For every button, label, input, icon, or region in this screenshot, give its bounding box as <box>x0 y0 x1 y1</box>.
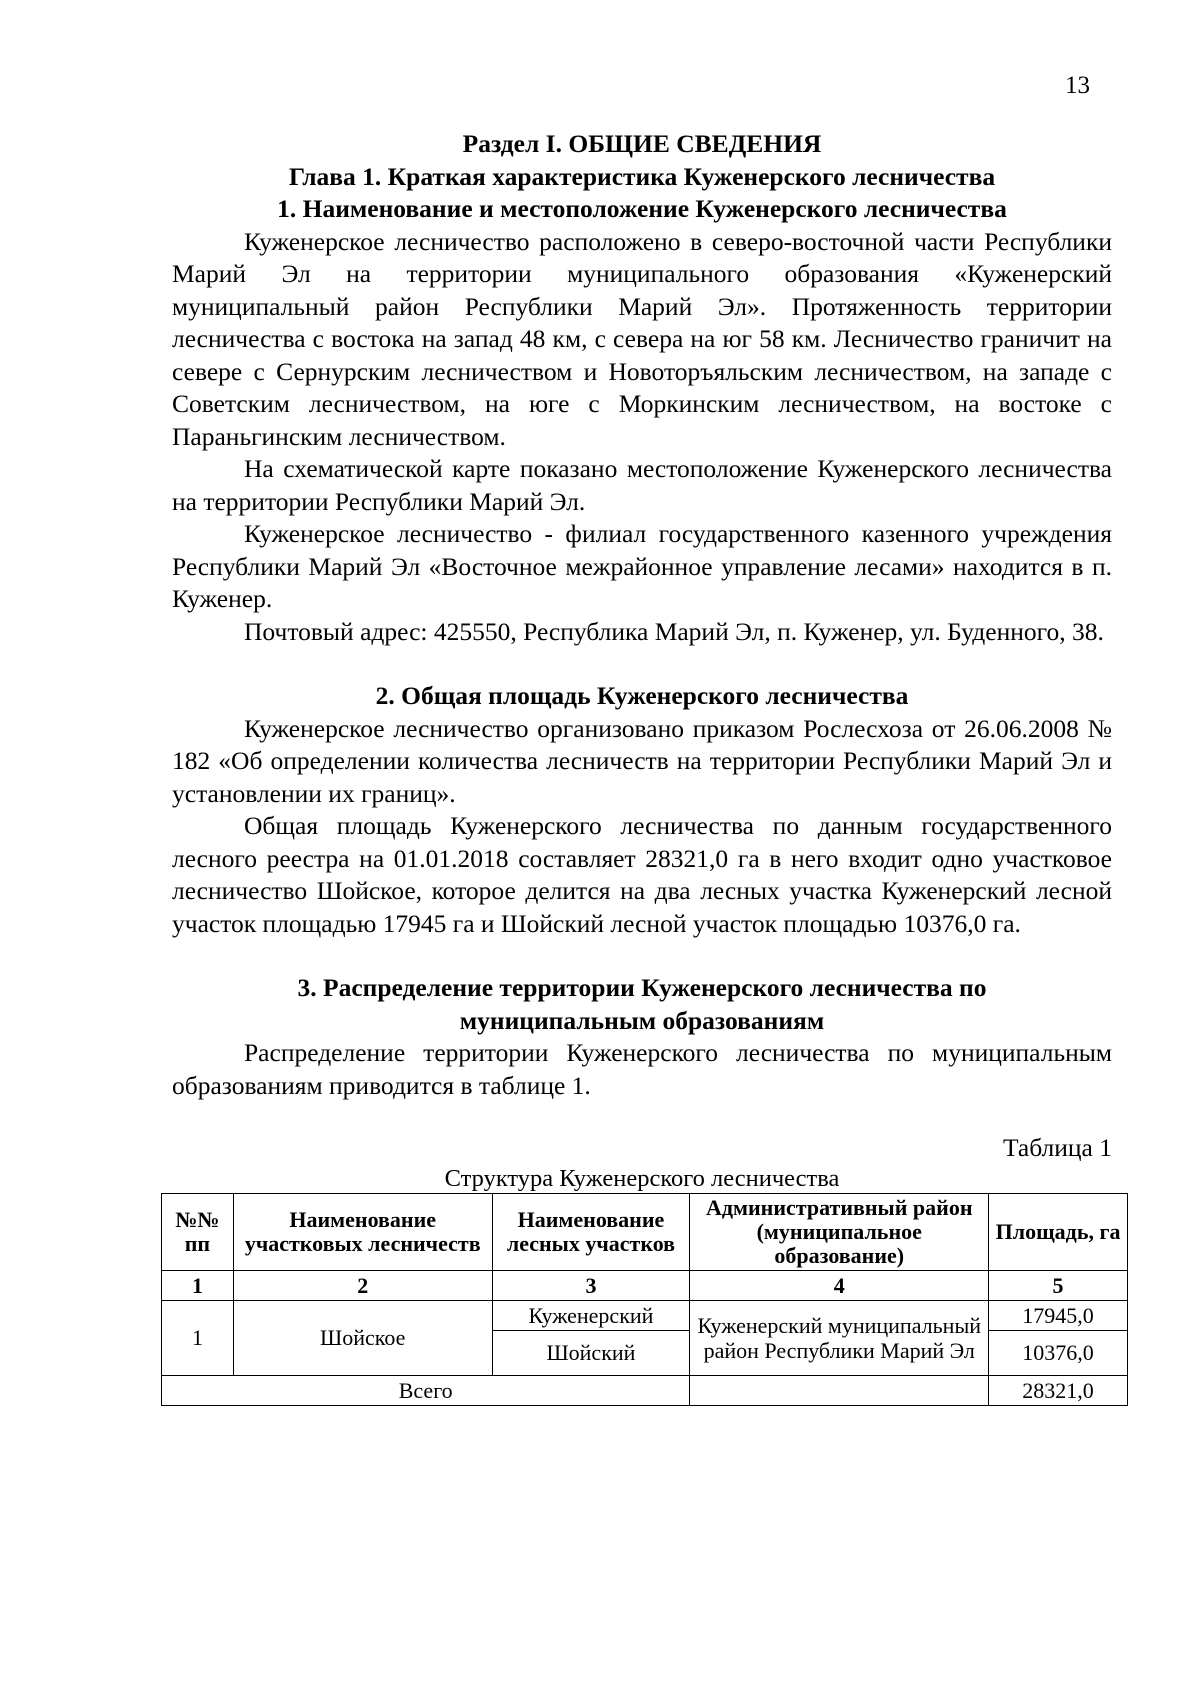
section-2-heading: 2. Общая площадь Куженерского лесничества <box>375 681 909 710</box>
table-row <box>162 1300 1128 1330</box>
total-empty-cell <box>690 1375 989 1405</box>
table-column-index-row <box>162 1270 1128 1300</box>
header-number: №№ пп <box>162 1193 234 1270</box>
column-index: 4 <box>690 1270 989 1300</box>
admin-district-name: Куженерский муниципальный район Республики Марий Эл <box>690 1300 989 1375</box>
section-1-paragraph-1: Куженерское лесничество расположено в северо-восточной части Республики Марий Эл на территории муниципального образования «Куженерский муниципальный район Республики Марий Эл». Протяженность территории лесничества с востока на запад 48 км, с севера на юг 58 км. Лесничество граничит на севере с Сернурским лесничеством и Новоторъяльским лесничеством, на западе с Советским лесничеством, на юге с Моркинским лесничеством, на востоке с Параньгинским лесничеством. <box>172 226 1112 451</box>
document-body <box>172 128 1121 1406</box>
section-1-paragraph-4: Почтовый адрес: 425550, Республика Марий Эл, п. Куженер, ул. Буденного, 38. <box>244 616 1104 646</box>
header-forest-plots: Наименование лесных участков <box>492 1193 690 1270</box>
table-total-row <box>162 1375 1128 1405</box>
header-admin-district: Административный район (муниципальное образование) <box>690 1193 989 1270</box>
section-2-paragraph-1: Куженерское лесничество организовано приказом Рослесхоза от 26.06.2008 № 182 «Об определении количества лесничеств на территории Республики Марий Эл и установлении их границ». <box>172 713 1112 808</box>
page-number: 13 <box>1065 72 1090 99</box>
total-label: Всего <box>162 1375 690 1405</box>
forestry-structure-table <box>161 1193 1128 1406</box>
header-area: Площадь, га <box>989 1193 1128 1270</box>
row-number: 1 <box>162 1300 234 1375</box>
forest-plot-area: 17945,0 <box>989 1300 1128 1330</box>
section-title: Раздел I. ОБЩИЕ СВЕДЕНИЯ <box>462 129 822 158</box>
section-1-heading: 1. Наименование и местоположение Куженерского лесничества <box>277 194 1007 223</box>
total-area: 28321,0 <box>989 1375 1128 1405</box>
section-3-heading-line-1: 3. Распределение территории Куженерского лесничества по <box>297 973 987 1002</box>
column-index: 5 <box>989 1270 1128 1300</box>
section-3-paragraph-1: Распределение территории Куженерского лесничества по муниципальным образованиям приводится в таблице 1. <box>172 1038 1112 1100</box>
forest-plot-name: Куженерский <box>492 1300 690 1330</box>
column-index: 2 <box>233 1270 492 1300</box>
header-district-forestry: Наименование участковых лесничеств <box>233 1193 492 1270</box>
section-1-paragraph-2: На схематической карте показано местоположение Куженерского лесничества на территории Республики Марий Эл. <box>172 454 1112 516</box>
section-2-paragraph-2: Общая площадь Куженерского лесничества по данным государственного лесного реестра на 01.01.2018 составляет 28321,0 га в него входит одно участковое лесничество Шойское, которое делится на два лесных участка Куженерский лесной участок площадью 17945 га и Шойский лесной участок площадью 10376,0 га. <box>172 811 1112 938</box>
column-index: 3 <box>492 1270 690 1300</box>
table-header-row <box>162 1193 1128 1270</box>
chapter-title: Глава 1. Краткая характеристика Куженерского лесничества <box>288 161 996 191</box>
column-index: 1 <box>162 1270 234 1300</box>
table-title: Структура Куженерского лесничества <box>444 1164 840 1192</box>
district-forestry-name: Шойское <box>233 1300 492 1375</box>
forest-plot-name: Шойский <box>492 1330 690 1375</box>
forest-plot-area: 10376,0 <box>989 1330 1128 1375</box>
section-1-paragraph-3: Куженерское лесничество - филиал государственного казенного учреждения Республики Марий Эл «Восточное межрайонное управление лесами» находится в п. Куженер. <box>172 519 1112 613</box>
section-3-heading-line-2: муниципальным образованиям <box>459 1005 825 1035</box>
table-label: Таблица 1 <box>1002 1133 1112 1162</box>
